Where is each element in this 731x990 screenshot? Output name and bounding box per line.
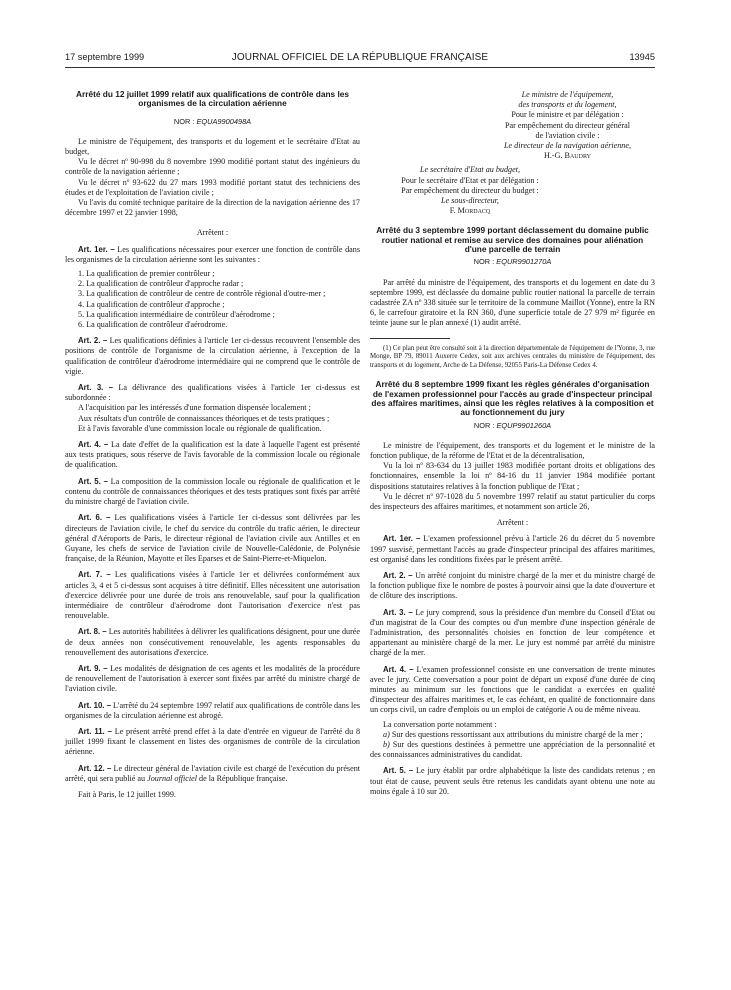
article-label: Art. 2. – — [78, 336, 108, 346]
signing-place-date: Fait à Paris, le 12 juillet 1999. — [78, 789, 176, 799]
article-label: Art. 12. – — [78, 763, 112, 773]
right-column — [370, 90, 655, 797]
article-1: Art. 1er. – Les qualifications nécessaires pour exercer une fonction de contrôle dans les organismes de la circulation aérienne sont les suivantes : — [65, 244, 361, 264]
article-label: Art. 2. – — [383, 570, 413, 580]
arretent-heading: Arrêtent : — [196, 228, 229, 238]
article-label: Art. 1er. – — [78, 244, 115, 254]
arrete-2-title: Arrêté du 3 septembre 1999 portant déclassement du domaine public routier national et remise au service des domaines pour aliénation d'une parcelle de terrain — [376, 225, 649, 255]
preamble-para: Vu le décret nº 93-622 du 27 mars 1993 modifié portant statut des techniciens des études et de l'exploitation de l'aviation civile ; — [65, 177, 360, 197]
article-6: Art. 6. – Les qualifications visées à l'article 1er ci-dessus sont délivrées par les directeurs de l'aviation civile, le chef du service du contrôle du trafic aérien, le directeur général d'Aéroports de Paris, le directeur régional de l'aviation civile aux Antilles et en Guyane, les chefs de service de l'aviation civile de Nouvelle-Calédonie, de Polynésie française, de la Réunion, Mayotte et îles Eparses et de Saint-Pierre-et-Miquelon. — [65, 513, 360, 564]
arretent-heading: Arrêtent : — [496, 518, 529, 528]
left-column — [65, 90, 360, 800]
article-4: Art. 4. – La date d'effet de la qualification est la date à laquelle l'agent est présenté aux tests pratiques, sous réserve de l'avis favorable de la commission locale ou régionale de qualification. — [65, 440, 360, 470]
article-10: Art. 10. – L'arrêté du 24 septembre 1997 relatif aux qualifications de contrôle dans les organismes de la circulation aérienne est abrogé. — [65, 700, 360, 720]
article-2: Art. 2. – Un arrêté conjoint du ministre chargé de la mer et du ministre chargé de la fonction publique fixe le nombre de postes à pourvoir ainsi que la date d'ouverture et de clôture des inscriptions. — [370, 570, 655, 601]
signature-block-1: Le ministre de l'équipement, des transports et du logement, Pour le ministre et par délégation : Par empêchement du directeur général de l'aviation civile : Le directeur de la navigation aérienne, H.-G. Baudry — [370, 90, 655, 161]
preamble-para: Vu le décret nº 97-1028 du 5 novembre 1997 relatif au statut particulier du corps des inspecteurs des affaires maritimes, et notamment son article 26, — [370, 491, 655, 511]
preamble-para: Le ministre de l'équipement, des transports et du logement et le secrétaire d'Etat au budget, — [65, 136, 360, 156]
signatory-name: F. Mordacq — [449, 206, 491, 216]
qualification-item: 3. La qualification de contrôleur de centre de contrôle régional d'outre-mer ; — [78, 289, 326, 299]
article-8: Art. 8. – Les autorités habilitées à délivrer les qualifications désignent, pour une durée de deux années non consécutivement renouvelable, les agents responsables du renouvellement des autorisations d'exercice. — [65, 627, 360, 657]
article-label: Art. 4. – — [383, 664, 414, 674]
arrete-2-text: Par arrêté du ministre de l'équipement, des transports et du logement en date du 3 septembre 1999, est déclassée du domaine public routier national la parcelle de terrain cadastrée ZA nº 338 située sur le territoire de la commune Maillot (Yonne), entre la RN 6, le carrefour giratoire et la RN 360, d'une superficie totale de 27 979 m² figurée en teinte jaune sur le plan annexé (1) audit arrêté. — [370, 277, 655, 328]
article-label: Art. 1er. – — [383, 534, 421, 544]
arrete-3-title: Arrêté du 8 septembre 1999 fixant les règles générales d'organisation de l'examen professionnel pour l'accès au grade d'inspecteur principal des affaires maritimes, ainsi que les règles relatives à la composition et au fonctionnement du jury — [371, 379, 654, 418]
qualification-item: 4. La qualification de contrôleur d'approche ; — [78, 299, 225, 309]
header-rule — [65, 67, 655, 68]
header-page-number: 13945 — [629, 52, 655, 62]
article-3-item: Et à l'avis favorable d'une commission locale ou régionale de qualification. — [78, 423, 322, 433]
article-label: Art. 3. – — [78, 383, 114, 393]
article-label: Art. 11. – — [78, 726, 112, 736]
article-label: Art. 5. – — [383, 766, 414, 776]
article-11: Art. 11. – Le présent arrêté prend effet à la date d'entrée en vigueur de l'arrêté du 8 juillet 1999 fixant le classement en listes des organismes de contrôle de la circulation aérienne. — [65, 726, 361, 757]
footnote-rule — [370, 338, 450, 339]
article-7: Art. 7. – Les qualifications visées à l'article 1er et délivrées conformément aux articles 3, 4 et 5 ci-dessus sont acquises à titre définitif. Elles nécessitent une autorisation d'exercice délivrée pour une durée de trois ans renouvelable, sauf pour la qualification intermédiaire de contrôleur d'aérodrome dont l'autorisation d'exercice n'est pas renouvelable. — [65, 570, 361, 621]
article-12: Art. 12. – Le directeur général de l'aviation civile est chargé de l'exécution du présent arrêté, qui sera publié au Journal officiel de la République française. — [65, 763, 361, 783]
signatory-name: H.-G. Baudry — [544, 151, 591, 161]
arrete-1-nor — [65, 117, 360, 127]
footnote: (1) Ce plan peut être consulté soit à la direction départementale de l'équipement de l'Yonne, 3, rue Monge, BP 79, 89011 Auxerre Cedex, soit aux archives centrales du ministère de l'équipement, des transports et du logement, Arche de La Défense, 92055 Paris-La Défense Cedex 4. — [370, 344, 655, 369]
preamble-para: Vu l'avis du comité technique paritaire de la direction de la navigation aérienne des 17 décembre 1997 et 22 janvier 1998, — [65, 198, 360, 218]
article-3: Art. 3. – La délivrance des qualifications visées à l'article 1er ci-dessus est subordonnée : — [65, 383, 360, 403]
article-label: Art. 10. – — [78, 700, 111, 710]
preamble-para: Le ministre de l'équipement, des transports et du logement et le ministre de la fonction publique, de la réforme de l'Etat et de la décentralisation, — [370, 440, 655, 460]
qualification-item: 2. La qualification de contrôleur d'approche radar ; — [78, 279, 244, 289]
article-4: Art. 4. – L'examen professionnel consiste en une conversation de trente minutes avec le jury. Cette conversation a pour point de départ un exposé d'une durée de cinq minutes au minimum sur les fonctions que le candidat a exercées en qualité d'inspecteur des affaires maritimes et, le cas échéant, en qualité de fonctionnaire dans un corps civil, un cadre d'emplois ou un emploi de catégorie A ou de même niveau. — [370, 664, 655, 715]
article-9: Art. 9. – Les modalités de désignation de ces agents et les modalités de la procédure de renouvellement de l'autorisation à exercer sont fixées par arrêté du ministre chargé de l'aviation civile. — [65, 663, 361, 694]
conversation-intro: La conversation porte notamment : — [383, 719, 497, 729]
preamble-para: Vu la loi nº 83-634 du 13 juillet 1983 modifiée portant droits et obligations des fonctionnaires, ensemble la loi nº 84-16 du 11 janvier 1984 modifiée portant dispositions statutaires relatives à la fonction publique de l'Etat ; — [370, 461, 655, 491]
conversation-item-a: a) Sur des questions ressortissant aux attributions du ministre chargé de la mer ; — [383, 729, 643, 739]
page-header — [65, 52, 655, 66]
signature-block-2: Le secrétaire d'Etat au budget, Pour le secrétaire d'Etat et par délégation : Par empêchement du directeur du budget : Le sous-directeur, F. Mordacq — [370, 165, 570, 216]
article-label: Art. 7. – — [78, 570, 111, 580]
article-label: Art. 6. – — [78, 513, 111, 523]
article-label: Art. 9. – — [78, 663, 108, 673]
arrete-1-title: Arrêté du 12 juillet 1999 relatif aux qualifications de contrôle dans les organismes de la circulation aérienne — [76, 89, 349, 109]
article-5: Art. 5. – La composition de la commission locale ou régionale de qualification et le contenu du contrôle de connaissances théoriques et des tests pratiques sont fixés par arrêté du ministre chargé de l'aviation civile. — [65, 476, 360, 507]
article-3: Art. 3. – Le jury comprend, sous la présidence d'un membre du Conseil d'Etat ou d'un magistrat de la Cour des comptes ou d'un membre d'une inspection générale de l'administration, des personnalités choisies en fonction de leur compétence et appartenant au ministère chargé de la mer. Le jury est nommé par arrêté du ministre chargé de la mer. — [370, 607, 655, 658]
qualification-item: 5. La qualification intermédiaire de contrôleur d'aérodrome ; — [78, 309, 275, 319]
article-label: Art. 8. – — [78, 627, 107, 637]
arrete-2-nor: NOR : EQUR9901270A — [473, 257, 552, 267]
header-journal-title: JOURNAL OFFICIEL DE LA RÉPUBLIQUE FRANÇAISE — [231, 52, 489, 63]
header-date: 17 septembre 1999 — [65, 52, 145, 62]
preamble-para: Vu le décret nº 90-998 du 8 novembre 1990 modifié portant statut des ingénieurs du contrôle de la navigation aérienne ; — [65, 157, 360, 177]
article-label: Art. 5. – — [78, 476, 108, 486]
article-5: Art. 5. – Le jury établit par ordre alphabétique la liste des candidats retenus ; en tout état de cause, peuvent seuls être retenus les candidats ayant obtenu une note au moins égale à 10 sur 20. — [370, 766, 656, 796]
article-label: Art. 4. – — [78, 440, 109, 450]
qualification-item: 6. La qualification de contrôleur d'aérodrome. — [78, 320, 228, 330]
article-label: Art. 3. – — [383, 607, 413, 617]
article-3-item: Aux résultats d'un contrôle de connaissances théoriques et de tests pratiques ; — [78, 413, 330, 423]
qualification-item: 1. La qualification de premier contrôleur ; — [78, 269, 215, 279]
conversation-item-b: b) Sur des questions destinées à permettre une appréciation de la personnalité et des connaissances administratives du candidat. — [370, 740, 655, 760]
article-3-item: A l'acquisition par les intéressés d'une formation dispensée localement ; — [78, 403, 311, 413]
article-2: Art. 2. – Les qualifications définies à l'article 1er ci-dessus recouvrent l'ensemble des positions de contrôle de l'organisme de la circulation aérienne, à l'exception de la qualification de contrôleur d'aérodrome intermédiaire qui ne comprend que le contrôle de vigie. — [65, 336, 361, 376]
arrete-3-nor: NOR : EQUP9901260A — [473, 420, 552, 430]
article-1: Art. 1er. – L'examen professionnel prévu à l'article 26 du décret du 5 novembre 1997 susvisé, permettant l'accès au grade d'inspecteur principal des affaires maritimes, est organisé dans les conditions fixées par le présent arrêté. — [370, 534, 656, 564]
nor-label: NOR : — [173, 116, 195, 126]
nor-code: EQUA9900498A — [196, 116, 252, 126]
